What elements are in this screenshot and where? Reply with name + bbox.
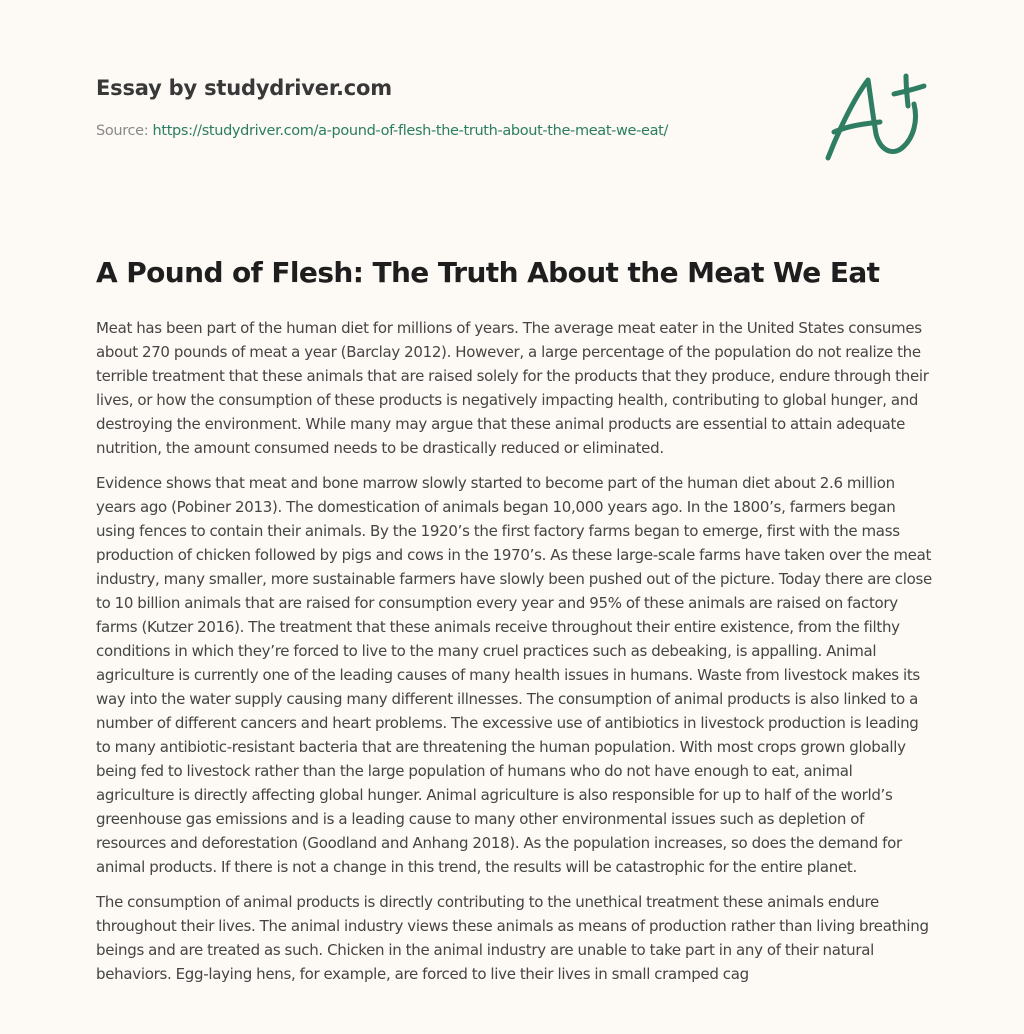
essay-paragraph: The consumption of animal products is directly contributing to the unethical treatment these animals endure throughout their lives. The animal industry views these animals as means of production rather than living breathing beings and are treated as such. Chicken in the animal industry are unable to take part in any of their natural behaviors. Egg-laying hens, for example, are forced to live their lives in small cramped cag	[96, 893, 929, 983]
source-label: Source:	[96, 123, 149, 139]
essay-paragraph: Meat has been part of the human diet for millions of years. The average meat eater in the United States consumes about 270 pounds of meat a year (Barclay 2012). However, a large percentage of the population do not realize the terrible treatment that these animals that are raised solely for the products that they produce, endure through their lives, or how the consumption of these products is negatively impacting health, contributing to global hunger, and destroying the environment. While many may argue that these animal products are essential to attain adequate nutrition, the amount consumed needs to be drastically reduced or eliminated.	[96, 319, 929, 457]
a-plus-grade-icon	[818, 62, 938, 172]
page-header	[96, 0, 936, 200]
essay-body	[96, 316, 932, 997]
source-line	[96, 123, 668, 139]
essay-paragraph: Evidence shows that meat and bone marrow slowly started to become part of the human diet about 2.6 million years ago (Pobiner 2013). The domestication of animals began 10,000 years ago. In the 1800’s, farmers began using fences to contain their animals. By the 1920’s the first factory farms began to emerge, first with the mass production of chicken followed by pigs and cows in the 1970’s. As these large-scale farms have taken over the meat industry, many smaller, more sustainable farmers have slowly been pushed out of the picture. Today there are close to 10 billion animals that are raised for consumption every year and 95% of these animals are raised on factory farms (Kutzer 2016). The treatment that these animals receive throughout their entire existence, from the filthy conditions in which they’re forced to live to the many cruel practices such as debeaking, is appalling. Animal agriculture is currently one of the leading causes of many health issues in humans. Waste from livestock makes its way into the water supply causing many different illnesses. The consumption of animal products is also linked to a number of different cancers and heart problems. The excessive use of antibiotics in livestock production is leading to many antibiotic-resistant bacteria that are threatening the human population. With most crops grown globally being fed to livestock rather than the large population of humans who do not have enough to eat, animal agriculture is directly affecting global hunger. Animal agriculture is also responsible for up to half of the world’s greenhouse gas emissions and is a leading cause to many other environmental issues such as depletion of resources and deforestation (Goodland and Anhang 2018). As the population increases, so does the demand for animal products. If there is not a change in this trend, the results will be catastrophic for the entire planet.	[96, 474, 932, 876]
essay-title: A Pound of Flesh: The Truth About the Meat We Eat	[96, 256, 880, 289]
source-link[interactable]: https://studydriver.com/a-pound-of-flesh-the-truth-about-the-meat-we-eat/	[152, 123, 668, 139]
site-title: Essay by studydriver.com	[96, 76, 392, 100]
